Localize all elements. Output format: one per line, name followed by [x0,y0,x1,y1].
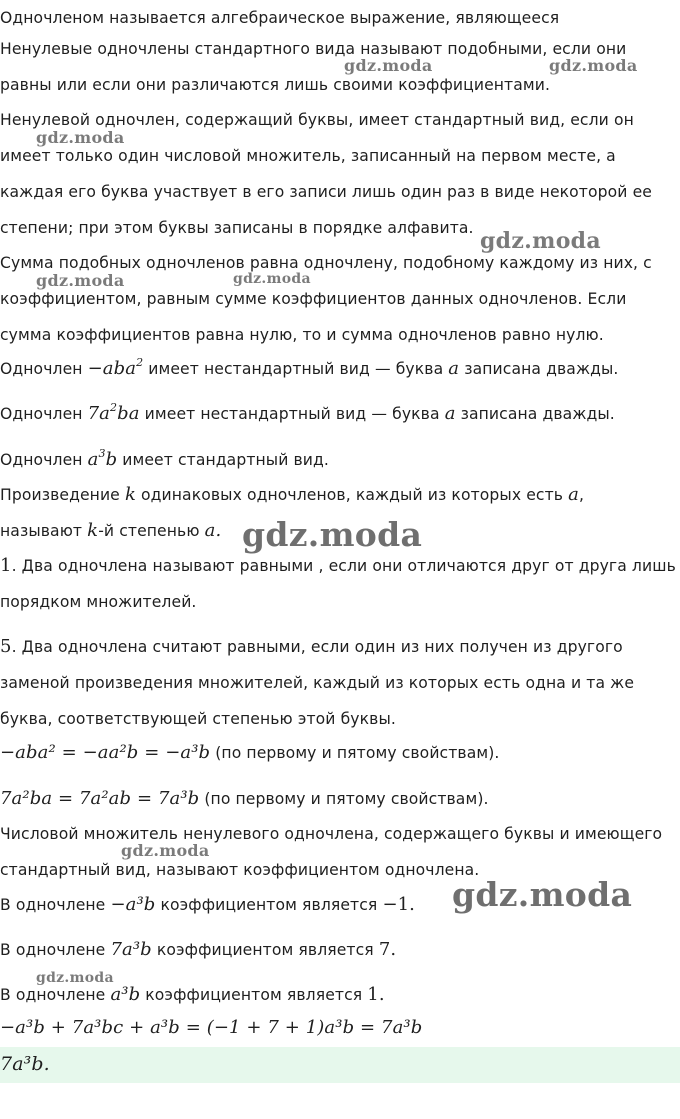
math: a [568,484,579,505]
math: 1 [0,555,12,576]
watermark: gdz.moda [242,515,423,554]
text: Одночлен [0,360,88,378]
watermark: gdz.moda [344,56,433,75]
text: коэффициентом является [140,986,368,1004]
text: В одночлене [0,941,111,959]
text-line [0,484,584,506]
exponent: 2 [136,356,144,369]
text-line [0,894,415,916]
watermark: gdz.moda [549,56,638,75]
watermark: gdz.moda [36,128,125,147]
text: называют [0,522,88,540]
text-line [0,939,396,961]
answer-box [0,1047,680,1083]
math: 5 [0,636,12,657]
text: имеет стандартный вид. [117,451,329,469]
text-line: каждая его буква участвует в его записи лишь один раз в виде некоторой ее [0,183,652,201]
text: Одночлен [0,405,88,423]
math: −a³b [110,894,156,915]
math: a [444,403,456,424]
text-line [0,520,221,542]
text-line: порядком множителей. [0,593,197,611]
text: . Два одночлена считают равными, если один из них получен из другого [11,638,623,656]
exponent: 3 [98,447,106,460]
math: −aba [87,358,137,379]
text: (по первому и пятому свойствам). [199,790,489,808]
math: a [87,449,99,470]
math: 7a [87,403,111,424]
answer-text: 7a³b. [0,1053,50,1075]
text-line: стандартный вид, называют коэффициентом одночлена. [0,861,480,879]
text-line [0,555,676,577]
watermark: gdz.moda [233,271,311,287]
text-line: степени; при этом буквы записаны в порядке алфавита. [0,219,474,237]
text: В одночлене [0,986,111,1004]
watermark: gdz.moda [36,970,114,986]
text: одинаковых одночленов, каждый из которых есть [135,486,569,504]
text: В одночлене [0,896,111,914]
text-line [0,636,623,658]
text: коэффициентом является [155,896,383,914]
equation: 7a²ba = 7a²ab = 7a³b [0,788,200,809]
text-line [0,984,385,1006]
watermark: gdz.moda [36,271,125,290]
text-line [0,788,489,810]
text-line: сумма коэффициентов равна нулю, то и сумма одночленов равно нулю. [0,326,604,344]
text: имеет нестандартный вид — буква [139,405,445,423]
math: 7. [378,939,397,960]
math: 7a³b [110,939,152,960]
text-line [0,403,615,425]
text-line: равны или если они различаются лишь своими коэффициентами. [0,76,551,94]
exponent: 2 [110,401,118,414]
text: Одночлен [0,451,88,469]
math: b [105,449,118,470]
text-line: Ненулевой одночлен, содержащий буквы, имеет стандартный вид, если он [0,111,634,129]
text: коэффициентом является [151,941,379,959]
text-line: Ненулевые одночлены стандартного вида называют подобными, если они [0,40,627,58]
text-line: коэффициентом, равным сумме коэффициентов данных одночленов. Если [0,290,627,308]
text-line [0,742,499,764]
text: записана дважды. [455,405,615,423]
equation: −aba² = −aa²b = −a³b [0,742,211,763]
text: имеет нестандартный вид — буква [143,360,449,378]
math: ba [117,403,140,424]
text-line: буква, соответствующей степенью этой буквы. [0,710,396,728]
equation: −a³b + 7a³bc + a³b = (−1 + 7 + 1)a³b = 7a³b [0,1017,423,1038]
math: −1. [382,894,416,915]
math: a [204,520,216,541]
math: k [124,484,136,505]
text: , [578,486,585,504]
watermark: gdz.moda [121,841,210,860]
text: (по первому и пятому свойствам). [210,744,500,762]
text-line: заменой произведения множителей, каждый из которых есть одна и та же [0,674,635,692]
math: a [448,358,460,379]
text-line: имеет только один числовой множитель, записанный на первом месте, а [0,147,616,165]
text: -й степенью [98,522,205,540]
sum-equation [0,1017,422,1039]
math: a³b [110,984,141,1005]
text-line [0,358,618,380]
watermark: gdz.moda [452,875,633,914]
math: 1. [367,984,385,1005]
watermark: gdz.moda [480,228,601,254]
text: Произведение [0,486,125,504]
math: k [87,520,99,541]
text-line [0,449,329,471]
text: . Два одночлена называют равными , если они отличаются друг от друга лишь [11,557,676,575]
math: . [215,520,222,541]
text-line: Числовой множитель ненулевого одночлена, содержащего буквы и имеющего [0,825,663,843]
text-line: Сумма подобных одночленов равна одночлену, подобному каждому из них, с [0,254,652,272]
text: записана дважды. [459,360,619,378]
text-line: Одночленом называется алгебраическое выражение, являющееся [0,9,560,27]
